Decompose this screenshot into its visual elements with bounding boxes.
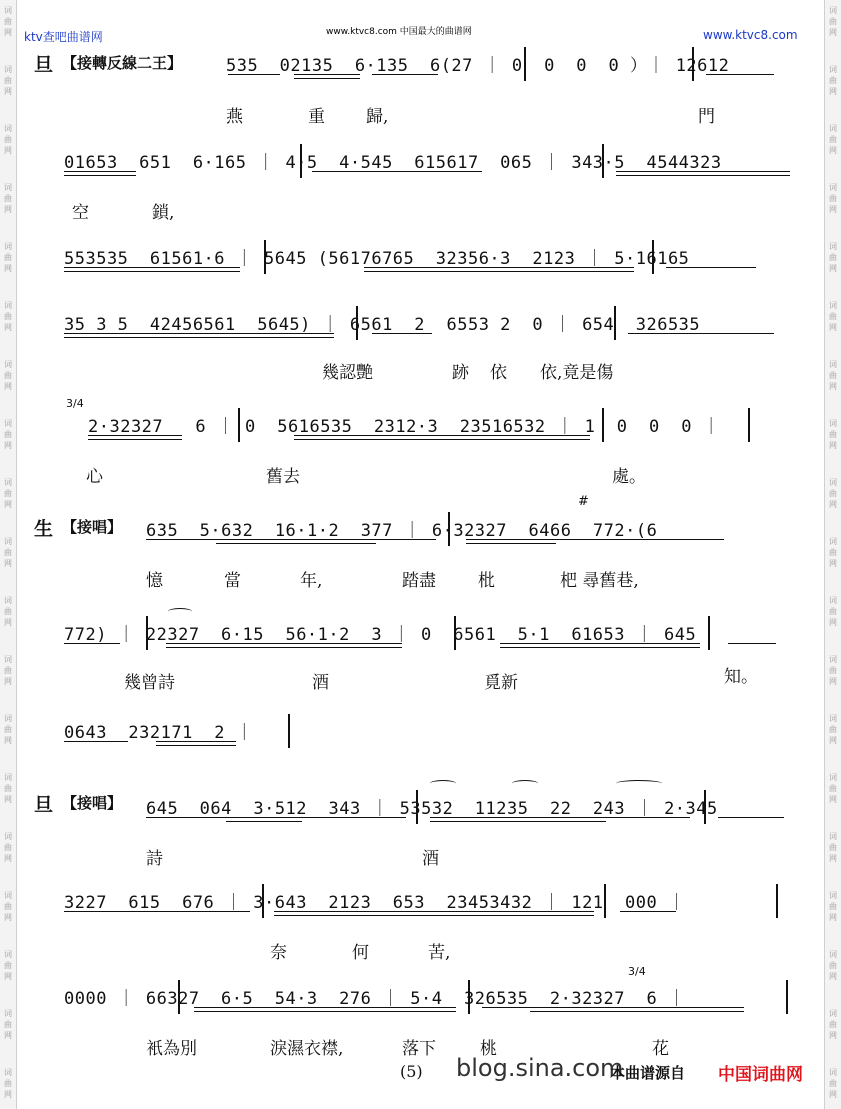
notation-line: 635 5·632 16·1·2 377 ｜ 6·32327 6466 772·(6 — [146, 521, 658, 541]
side-watermark-char: 曲 — [829, 607, 837, 616]
side-watermark-char: 网 — [829, 323, 837, 332]
barline — [356, 306, 358, 340]
lyric: 空 — [72, 203, 89, 223]
side-watermark-char: 网 — [4, 677, 12, 686]
underline — [156, 741, 236, 742]
side-watermark-char: 网 — [4, 559, 12, 568]
side-watermark-char: 曲 — [4, 1020, 12, 1029]
lyric: 舊去 — [266, 467, 300, 487]
lyric: 處。 — [612, 467, 646, 487]
underline — [372, 74, 438, 75]
notation-line: 0000 ｜ 66327 6·5 54·3 276 ｜ 5·4 326535 2·32327 6 ｜ — [64, 989, 686, 1009]
underline — [274, 915, 594, 916]
side-watermark-char: 词 — [4, 950, 12, 959]
underline — [628, 333, 774, 334]
side-watermark-char: 网 — [4, 264, 12, 273]
side-watermark-char: 曲 — [829, 135, 837, 144]
side-watermark-char: 曲 — [4, 489, 12, 498]
notation-line: 2·32327 6 ｜ 0 5616535 2312·3 23516532 ｜ 1 0 0 0 ｜ — [88, 417, 721, 437]
side-watermark-char: 网 — [4, 146, 12, 155]
side-watermark-char: 网 — [829, 854, 837, 863]
lyric: 覓新 — [484, 673, 518, 693]
side-watermark-char: 词 — [829, 65, 837, 74]
barline — [264, 240, 266, 274]
side-watermark-char: 曲 — [4, 902, 12, 911]
side-watermark-char: 词 — [829, 1068, 837, 1077]
side-watermark-char: 词 — [829, 773, 837, 782]
barline — [786, 980, 788, 1014]
side-watermark-char: 曲 — [829, 312, 837, 321]
underline — [364, 271, 634, 272]
underline — [466, 539, 724, 540]
underline — [226, 821, 302, 822]
side-watermark-char: 网 — [829, 1031, 837, 1040]
side-watermark-char: 网 — [829, 441, 837, 450]
barline — [604, 884, 606, 918]
underline — [706, 74, 774, 75]
underline — [64, 175, 136, 176]
side-watermark-char: 网 — [4, 1031, 12, 1040]
side-watermark-char: 词 — [829, 891, 837, 900]
underline — [666, 267, 756, 268]
time-signature: 3/4 — [66, 397, 84, 410]
side-watermark-char: 网 — [4, 28, 12, 37]
side-watermark-char: 词 — [4, 832, 12, 841]
side-watermark-char: 词 — [4, 891, 12, 900]
underline — [194, 1007, 456, 1008]
barline — [146, 616, 148, 650]
slur — [430, 780, 456, 787]
underline — [88, 435, 182, 436]
side-watermark-char: 曲 — [4, 135, 12, 144]
underline — [482, 1007, 744, 1008]
underline — [274, 911, 594, 912]
notation-line: 645 064 3·512 343 ｜ 53532 11235 22 243 ｜ 2·345 — [146, 799, 718, 819]
underline — [728, 643, 776, 644]
side-watermark-char: 网 — [4, 87, 12, 96]
barline — [602, 144, 604, 178]
barline — [178, 980, 180, 1014]
side-watermark-char: 词 — [829, 950, 837, 959]
lyric: 幾認艷 — [322, 363, 373, 383]
side-watermark-char: 网 — [4, 323, 12, 332]
side-watermark-char: 曲 — [829, 489, 837, 498]
side-watermark-char: 网 — [829, 1090, 837, 1099]
underline — [64, 741, 128, 742]
barline — [708, 616, 710, 650]
side-watermark-char: 曲 — [4, 76, 12, 85]
side-watermark-char: 曲 — [4, 371, 12, 380]
side-watermark-char: 曲 — [829, 371, 837, 380]
side-watermark-char: 词 — [4, 124, 12, 133]
lyric: 衹為別 — [146, 1039, 197, 1059]
side-watermark-char: 网 — [4, 500, 12, 509]
side-watermark-char: 网 — [829, 382, 837, 391]
side-watermark-char: 词 — [4, 65, 12, 74]
side-watermark-char: 词 — [829, 478, 837, 487]
side-watermark-char: 词 — [829, 6, 837, 15]
side-watermark-char: 词 — [829, 242, 837, 251]
side-watermark-char: 曲 — [4, 430, 12, 439]
lyric: 知。 — [724, 667, 758, 687]
side-watermark-char: 曲 — [829, 902, 837, 911]
side-watermark-char: 词 — [4, 242, 12, 251]
underline — [312, 171, 482, 172]
underline — [146, 539, 436, 540]
lyric: 憶 — [146, 571, 163, 591]
side-watermark-char: 网 — [829, 264, 837, 273]
side-watermark-char: 词 — [4, 655, 12, 664]
notation-line: 3227 615 676 ｜ 3·643 2123 653 23453432 ｜ 121 000 ｜ — [64, 893, 686, 913]
lyric: 枇 — [478, 571, 495, 591]
side-watermark-char: 网 — [829, 972, 837, 981]
side-watermark-char: 曲 — [829, 784, 837, 793]
side-watermark-char: 网 — [829, 500, 837, 509]
side-watermark-char: 曲 — [829, 843, 837, 852]
side-watermark-char: 曲 — [4, 666, 12, 675]
lyric: 鎖, — [152, 203, 175, 223]
side-watermark-char: 词 — [829, 419, 837, 428]
header-right-url[interactable]: www.ktvc8.com — [703, 28, 798, 42]
header-center-site[interactable]: www.ktvc8.com 中国最大的曲谱网 — [326, 27, 472, 37]
lyric: 苦, — [428, 943, 451, 963]
lyric: 詩 — [146, 849, 163, 869]
underline — [294, 439, 590, 440]
underline — [294, 435, 590, 436]
underline — [620, 911, 676, 912]
barline — [602, 408, 604, 442]
side-watermark-char: 网 — [4, 854, 12, 863]
underline — [64, 337, 334, 338]
side-watermark-char: 曲 — [4, 1079, 12, 1088]
side-watermark-char: 网 — [829, 913, 837, 922]
slur — [168, 608, 192, 615]
lyric: 酒 — [312, 673, 329, 693]
side-watermark-char: 词 — [4, 1068, 12, 1077]
side-watermark-char: 词 — [829, 714, 837, 723]
side-watermark-char: 曲 — [4, 784, 12, 793]
barline — [704, 790, 706, 824]
notation-line: 01653 651 6·165 ｜ 4·5 4·545 615617 065 ｜ 343·5 4544323 — [64, 153, 722, 173]
side-watermark-char: 网 — [829, 677, 837, 686]
barline — [238, 408, 240, 442]
side-watermark-char: 词 — [4, 301, 12, 310]
underline — [156, 745, 236, 746]
side-watermark-char: 词 — [4, 183, 12, 192]
barline — [416, 790, 418, 824]
lyric: 落下 — [402, 1039, 436, 1059]
role-label: 生 — [34, 518, 54, 540]
side-watermark-char: 网 — [4, 795, 12, 804]
left-margin-strip — [0, 0, 17, 1109]
side-watermark-char: 词 — [829, 655, 837, 664]
barline — [448, 512, 450, 546]
side-watermark-char: 曲 — [4, 548, 12, 557]
underline — [64, 267, 240, 268]
side-watermark-char: 曲 — [829, 17, 837, 26]
side-watermark-char: 曲 — [829, 961, 837, 970]
lyric: 歸, — [366, 107, 389, 127]
side-watermark-char: 网 — [4, 913, 12, 922]
page-number: (5) — [400, 1062, 423, 1081]
underline — [64, 171, 136, 172]
side-watermark-char: 网 — [4, 382, 12, 391]
lyric: 奈 — [270, 943, 287, 963]
side-watermark-char: 曲 — [829, 253, 837, 262]
side-watermark-char: 词 — [4, 537, 12, 546]
side-watermark-char: 曲 — [4, 253, 12, 262]
underline — [500, 643, 700, 644]
underline — [294, 74, 360, 75]
underline — [616, 175, 790, 176]
side-watermark-char: 曲 — [4, 607, 12, 616]
underline — [146, 817, 406, 818]
side-watermark-char: 网 — [829, 618, 837, 627]
lyric: 依,竟是傷 — [540, 363, 614, 383]
underline — [616, 171, 790, 172]
side-watermark-char: 词 — [829, 124, 837, 133]
underline — [216, 543, 376, 544]
side-watermark-char: 曲 — [4, 312, 12, 321]
underline — [64, 333, 334, 334]
role-label: 旦 — [34, 794, 54, 816]
side-watermark-char: 词 — [829, 183, 837, 192]
lyric: 年, — [300, 571, 323, 591]
underline — [228, 74, 280, 75]
underline — [430, 821, 606, 822]
side-watermark-char: 网 — [4, 618, 12, 627]
side-watermark-char: 词 — [4, 714, 12, 723]
header-left-site[interactable]: ktv查吧曲谱网 — [24, 30, 103, 44]
notation-line: 0643 232171 2 ｜ — [64, 723, 254, 743]
lyric: 幾曾詩 — [124, 673, 175, 693]
side-watermark-char: 曲 — [829, 725, 837, 734]
tune-tag: 【接轉反線二王】 — [62, 54, 183, 72]
underline — [430, 817, 690, 818]
side-watermark-char: 词 — [4, 596, 12, 605]
side-watermark-char: 曲 — [829, 1020, 837, 1029]
side-watermark-char: 曲 — [4, 194, 12, 203]
time-signature: 3/4 — [628, 965, 646, 978]
barline — [288, 714, 290, 748]
lyric: 依 — [490, 363, 507, 383]
side-watermark-char: 网 — [829, 736, 837, 745]
role-label: 旦 — [34, 54, 54, 76]
barline — [614, 306, 616, 340]
barline — [748, 408, 750, 442]
side-watermark-char: 曲 — [4, 725, 12, 734]
lyric: 燕 — [226, 107, 243, 127]
lyric: 何 — [352, 943, 369, 963]
lyric: 酒 — [422, 849, 439, 869]
barline — [524, 47, 526, 81]
side-watermark-char: 曲 — [4, 17, 12, 26]
barline — [776, 884, 778, 918]
side-watermark-char: 曲 — [829, 76, 837, 85]
side-watermark-char: 词 — [829, 596, 837, 605]
side-watermark-char: 词 — [829, 832, 837, 841]
blog-watermark: blog.sina.com — [456, 1054, 624, 1082]
lyric: 花 — [652, 1039, 669, 1059]
underline — [466, 543, 556, 544]
source-label: 本曲谱源自 — [610, 1064, 686, 1082]
footer-site-link[interactable]: 中国词曲网 — [718, 1065, 803, 1085]
side-watermark-char: 词 — [829, 301, 837, 310]
notation-line: 535 02135 6·135 6(27 ｜ 0 0 0 0 ）｜ 12612 — [226, 56, 730, 76]
lyric: 杷 尋舊巷, — [560, 571, 639, 591]
lyric: 門 — [698, 107, 715, 127]
notation-line: 553535 61561·6 ｜ 5645 (56176765 32356·3 2123 ｜ 5·16165 — [64, 249, 690, 269]
barline — [454, 616, 456, 650]
side-watermark-char: 词 — [829, 537, 837, 546]
side-watermark-char: 网 — [829, 146, 837, 155]
side-watermark-char: 词 — [4, 1009, 12, 1018]
slur — [512, 780, 538, 787]
barline — [468, 980, 470, 1014]
tune-tag: 【接唱】 — [62, 518, 123, 536]
lyric: 桃 — [480, 1039, 497, 1059]
sharp-sign: # — [578, 494, 589, 509]
side-watermark-char: 网 — [4, 736, 12, 745]
side-watermark-char: 曲 — [829, 548, 837, 557]
side-watermark-char: 网 — [4, 441, 12, 450]
side-watermark-char: 曲 — [829, 194, 837, 203]
side-watermark-char: 词 — [4, 773, 12, 782]
side-watermark-char: 曲 — [829, 430, 837, 439]
underline — [166, 643, 402, 644]
notation-line: 772) ｜ 22327 6·15 56·1·2 3 ｜ 0 6561 5·1 61653 ｜ 645 — [64, 625, 697, 645]
lyric: 淚濕衣襟, — [270, 1039, 344, 1059]
lyric: 踏盡 — [402, 571, 436, 591]
underline — [166, 647, 402, 648]
slur — [616, 780, 662, 787]
side-watermark-char: 词 — [829, 1009, 837, 1018]
underline — [530, 1011, 744, 1012]
right-margin-strip — [824, 0, 841, 1109]
side-watermark-char: 网 — [4, 205, 12, 214]
underline — [194, 1011, 456, 1012]
side-watermark-char: 词 — [4, 419, 12, 428]
underline — [372, 333, 432, 334]
underline — [64, 643, 120, 644]
tune-tag: 【接唱】 — [62, 794, 123, 812]
side-watermark-char: 网 — [829, 559, 837, 568]
side-watermark-char: 词 — [829, 360, 837, 369]
side-watermark-char: 网 — [4, 1090, 12, 1099]
side-watermark-char: 词 — [4, 6, 12, 15]
underline — [500, 647, 700, 648]
side-watermark-char: 网 — [829, 87, 837, 96]
underline — [64, 271, 240, 272]
lyric: 跡 — [452, 363, 469, 383]
side-watermark-char: 网 — [4, 972, 12, 981]
notation-line: 35 3 5 42456561 5645) ｜ 6561 2 6553 2 0 ｜ 654 326535 — [64, 315, 701, 335]
side-watermark-char: 网 — [829, 795, 837, 804]
lyric: 心 — [86, 467, 103, 487]
side-watermark-char: 曲 — [4, 843, 12, 852]
side-watermark-char: 网 — [829, 28, 837, 37]
side-watermark-char: 曲 — [829, 1079, 837, 1088]
side-watermark-char: 网 — [829, 205, 837, 214]
underline — [364, 267, 634, 268]
barline — [692, 47, 694, 81]
underline — [718, 817, 784, 818]
underline — [294, 78, 360, 79]
lyric: 重 — [308, 107, 325, 127]
side-watermark-char: 曲 — [4, 961, 12, 970]
side-watermark-char: 曲 — [829, 666, 837, 675]
barline — [652, 240, 654, 274]
side-watermark-char: 词 — [4, 478, 12, 487]
lyric: 當 — [224, 571, 241, 591]
side-watermark-char: 词 — [4, 360, 12, 369]
barline — [262, 884, 264, 918]
underline — [64, 911, 250, 912]
barline — [300, 144, 302, 178]
underline — [88, 439, 182, 440]
